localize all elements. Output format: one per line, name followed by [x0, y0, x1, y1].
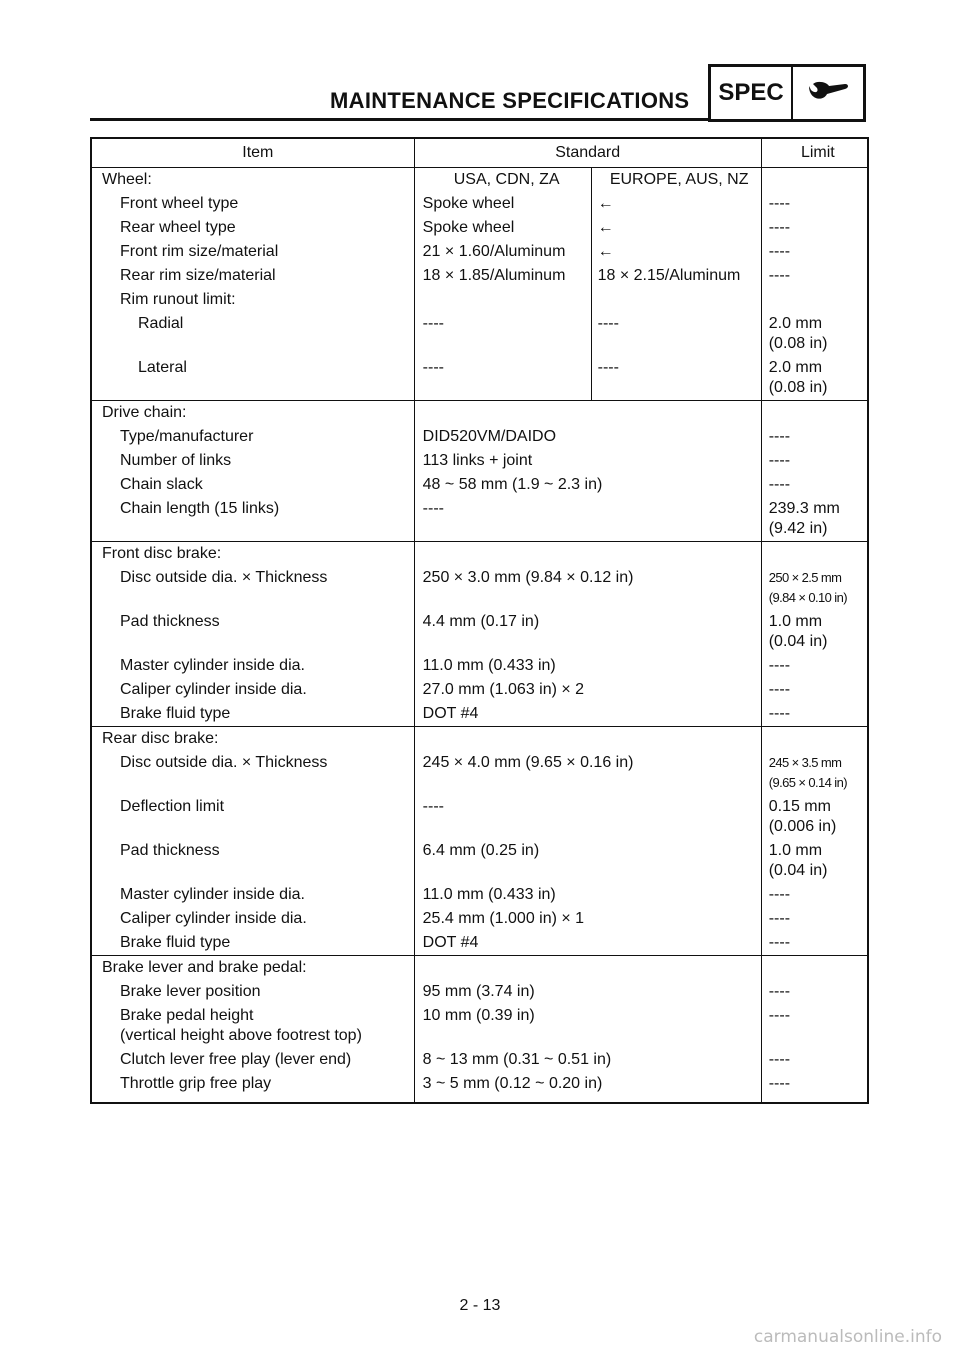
- row-std: 95 mm (3.74 in): [422, 983, 535, 1000]
- row-std-a: Spoke wheel: [422, 219, 515, 236]
- row-std: 4.4 mm (0.17 in): [422, 613, 540, 630]
- row-std-b: 18 × 2.15/Aluminum: [591, 264, 761, 288]
- row-item: Rear rim size/material: [120, 267, 276, 284]
- row-limit: ----: [761, 907, 868, 931]
- row-std-a: ----: [422, 359, 444, 376]
- row-std: 27.0 mm (1.063 in) × 2: [422, 681, 585, 698]
- row-item: Pad thickness: [120, 842, 220, 859]
- row-std: 113 links + joint: [422, 452, 533, 469]
- row-item: Throttle grip free play: [120, 1075, 272, 1092]
- row-std: 3 ~ 5 mm (0.12 ~ 0.20 in): [422, 1075, 603, 1092]
- row-std-b: ←: [591, 192, 761, 216]
- row-item: Master cylinder inside dia.: [120, 886, 305, 903]
- row-limit: 250 × 2.5 mm (9.84 × 0.10 in): [761, 566, 868, 610]
- row-limit: 1.0 mm (0.04 in): [761, 610, 868, 654]
- row-item: Lateral: [138, 359, 187, 376]
- row-item: Brake pedal height (vertical height above footrest top): [120, 1007, 362, 1044]
- row-limit: ----: [761, 980, 868, 1004]
- row-item: Number of links: [120, 452, 232, 469]
- row-item: Brake fluid type: [120, 934, 231, 951]
- row-std: 25.4 mm (1.000 in) × 1: [422, 910, 585, 927]
- row-limit: ----: [761, 678, 868, 702]
- row-item: Chain slack: [120, 476, 203, 493]
- row-limit: ----: [761, 883, 868, 907]
- row-std: 6.4 mm (0.25 in): [422, 842, 540, 859]
- row-limit: ----: [761, 931, 868, 956]
- row-limit: 245 × 3.5 mm (9.65 × 0.14 in): [761, 751, 868, 795]
- row-std-a: ----: [422, 315, 444, 332]
- row-limit: 1.0 mm (0.04 in): [761, 839, 868, 883]
- row-limit: ----: [761, 240, 868, 264]
- row-item: Disc outside dia. × Thickness: [120, 569, 328, 586]
- watermark: carmanualsonline.info: [753, 1327, 942, 1347]
- group-title: Brake lever and brake pedal:: [91, 956, 414, 981]
- row-std: ----: [422, 500, 444, 517]
- region-b: EUROPE, AUS, NZ: [591, 168, 761, 193]
- row-limit: ----: [761, 1004, 868, 1048]
- spec-badge: [708, 64, 866, 122]
- row-limit: 2.0 mm (0.08 in): [761, 312, 868, 356]
- row-item: Chain length (15 links): [120, 500, 280, 517]
- row-limit: 0.15 mm (0.006 in): [761, 795, 868, 839]
- row-std-b: ----: [591, 356, 761, 401]
- col-item: Item: [91, 138, 414, 168]
- row-std: 8 ~ 13 mm (0.31 ~ 0.51 in): [422, 1051, 612, 1068]
- row-std: DOT #4: [422, 705, 479, 722]
- col-standard: Standard: [414, 138, 761, 168]
- row-item: Clutch lever free play (lever end): [120, 1051, 352, 1068]
- row-limit: 2.0 mm (0.08 in): [761, 356, 868, 401]
- row-item: Master cylinder inside dia.: [120, 657, 305, 674]
- row-item: Caliper cylinder inside dia.: [120, 681, 307, 698]
- row-item: Rim runout limit:: [120, 291, 236, 308]
- group-title: Wheel:: [91, 168, 414, 193]
- row-std: DID520VM/DAIDO: [422, 428, 557, 445]
- row-std: 11.0 mm (0.433 in): [422, 657, 556, 674]
- row-limit: ----: [761, 216, 868, 240]
- group-title: Front disc brake:: [91, 542, 414, 567]
- header-rule: [90, 118, 708, 121]
- row-std-a: 21 × 1.60/Aluminum: [422, 243, 566, 260]
- wrench-icon: [793, 67, 863, 119]
- row-limit: ----: [761, 449, 868, 473]
- row-item: Pad thickness: [120, 613, 220, 630]
- row-std-b: ←: [591, 216, 761, 240]
- region-a: USA, CDN, ZA: [414, 168, 591, 193]
- group-title: Drive chain:: [91, 401, 414, 426]
- row-std: 250 × 3.0 mm (9.84 × 0.12 in): [422, 569, 634, 586]
- row-limit: ----: [761, 1048, 868, 1072]
- spec-table: [90, 137, 869, 1104]
- spec-label: SPEC: [711, 67, 793, 119]
- row-limit: ----: [761, 425, 868, 449]
- row-std-b: ----: [591, 312, 761, 356]
- row-item: Caliper cylinder inside dia.: [120, 910, 307, 927]
- row-item: Rear wheel type: [120, 219, 236, 236]
- row-item: Brake lever position: [120, 983, 261, 1000]
- page-title: MAINTENANCE SPECIFICATIONS: [330, 88, 690, 113]
- row-std: DOT #4: [422, 934, 479, 951]
- col-limit: Limit: [761, 138, 868, 168]
- row-limit: ----: [761, 473, 868, 497]
- row-item: Radial: [138, 315, 184, 332]
- row-limit: ----: [761, 702, 868, 727]
- page-number: 2 - 13: [459, 1297, 501, 1314]
- row-limit: ----: [761, 264, 868, 288]
- row-limit: 239.3 mm (9.42 in): [761, 497, 868, 542]
- row-item: Disc outside dia. × Thickness: [120, 754, 328, 771]
- row-std: 48 ~ 58 mm (1.9 ~ 2.3 in): [422, 476, 603, 493]
- row-std-a: 18 × 1.85/Aluminum: [422, 267, 566, 284]
- row-std: ----: [422, 798, 444, 815]
- row-std-b: ←: [591, 240, 761, 264]
- group-title: Rear disc brake:: [91, 727, 414, 752]
- row-limit: ----: [761, 654, 868, 678]
- row-std: 11.0 mm (0.433 in): [422, 886, 556, 903]
- row-std-a: Spoke wheel: [422, 195, 515, 212]
- row-item: Front rim size/material: [120, 243, 279, 260]
- row-item: Deflection limit: [120, 798, 225, 815]
- row-item: Front wheel type: [120, 195, 239, 212]
- row-limit: ----: [761, 192, 868, 216]
- row-item: Type/manufacturer: [120, 428, 254, 445]
- row-std: 245 × 4.0 mm (9.65 × 0.16 in): [422, 754, 634, 771]
- row-limit: ----: [761, 1072, 868, 1103]
- row-std: 10 mm (0.39 in): [422, 1007, 535, 1024]
- row-item: Brake fluid type: [120, 705, 231, 722]
